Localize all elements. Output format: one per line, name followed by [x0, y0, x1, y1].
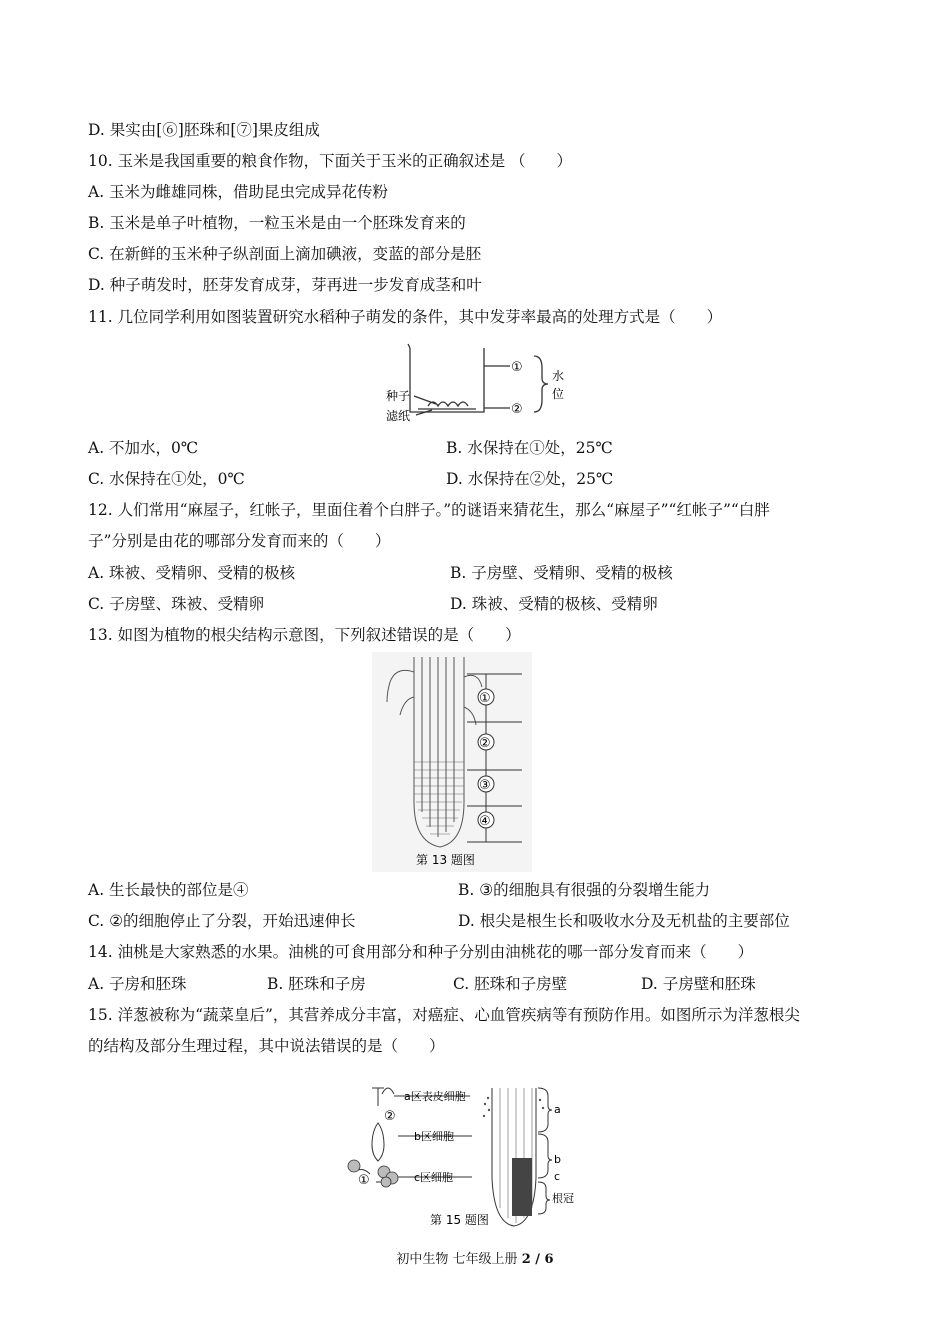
q13-option-a: A. 生长最快的部位是④	[88, 881, 249, 899]
q12-stem-line1: 12. 人们常用“麻屋子，红帐子，里面住着个白胖子。”的谜语来猜花生，那么“麻屋子”“红帐子”“白胖	[88, 501, 770, 519]
q15-step-2: ②	[384, 1109, 396, 1124]
q11-option-b: B. 水保持在①处，25℃	[446, 439, 613, 457]
q13-option-c: C. ②的细胞停止了分裂，开始迅速伸长	[88, 912, 356, 930]
q13-mark-2: ②	[479, 736, 491, 751]
q14-option-a: A. 子房和胚珠	[88, 975, 187, 993]
q11-stem: 11. 几位同学利用如图装置研究水稻种子萌发的条件，其中发芽率最高的处理方式是（ ）	[88, 308, 723, 326]
q12-option-c: C. 子房壁、珠被、受精卵	[88, 595, 265, 613]
q11-option-c: C. 水保持在①处，0℃	[88, 470, 245, 488]
q9-option-d: D. 果实由[⑥]胚珠和[⑦]果皮组成	[88, 121, 320, 139]
q12-option-d: D. 珠被、受精的极核、受精卵	[450, 595, 658, 613]
page-footer	[0, 1248, 950, 1267]
q13-stem: 13. 如图为植物的根尖结构示意图，下列叙述错误的是（ ）	[88, 626, 521, 644]
footer-text: 初中生物 七年级上册	[396, 1252, 522, 1267]
q15-zone-a: a	[554, 1103, 561, 1116]
q10-option-a: A. 玉米为雌雄同株，借助昆虫完成异花传粉	[88, 183, 389, 201]
q15-figure-caption: 第 15 题图	[430, 1213, 489, 1227]
q13-root-tip-figure	[372, 652, 532, 872]
page-number: 2 / 6	[521, 1252, 554, 1267]
q15-label-c-cell: c区细胞	[414, 1171, 454, 1184]
q14-option-c: C. 胚珠和子房壁	[453, 975, 568, 993]
q13-option-b: B. ③的细胞具有很强的分裂增生能力	[458, 881, 711, 899]
q12-stem-line2: 子”分别是由花的哪部分发育而来的（ ）	[88, 532, 391, 550]
q15-stem-line1: 15. 洋葱被称为“蔬菜皇后”，其营养成分丰富，对癌症、心血管疾病等有预防作用。如图所示为洋葱根尖	[88, 1006, 800, 1024]
q11-beaker-figure	[380, 340, 580, 425]
q14-option-b: B. 胚珠和子房	[267, 975, 366, 993]
q15-step-1: ①	[358, 1173, 370, 1188]
q13-mark-3: ③	[479, 778, 491, 793]
q13-figure-caption: 第 13 题图	[416, 853, 475, 867]
q10-stem: 10. 玉米是我国重要的粮食作物，下面关于玉米的正确叙述是 （ ）	[88, 152, 573, 170]
q15-label-b-cell: b区细胞	[414, 1130, 454, 1143]
q11-mark-2: ②	[511, 402, 523, 417]
q13-mark-4: ④	[479, 814, 491, 829]
q11-option-d: D. 水保持在②处，25℃	[446, 470, 614, 488]
q14-option-d: D. 子房壁和胚珠	[641, 975, 756, 993]
q13-option-d: D. 根尖是根生长和吸收水分及无机盐的主要部位	[458, 912, 790, 930]
q11-mark-1: ①	[511, 360, 523, 375]
q12-option-b: B. 子房壁、受精卵、受精的极核	[450, 564, 673, 582]
q15-zone-cap: 根冠	[552, 1192, 574, 1205]
q15-zone-c: c	[554, 1170, 561, 1183]
q10-option-b: B. 玉米是单子叶植物，一粒玉米是由一个胚珠发育来的	[88, 214, 466, 232]
q11-label-paper: 滤纸	[386, 409, 411, 423]
q15-label-a-cell: a区表皮细胞	[404, 1090, 466, 1103]
q14-stem: 14. 油桃是大家熟悉的水果。油桃的可食用部分和种子分别由油桃花的哪一部分发育而来（ ）	[88, 943, 754, 961]
q15-zone-b: b	[554, 1153, 561, 1166]
q11-label-water-2: 位	[552, 387, 565, 401]
q12-option-a: A. 珠被、受精卵、受精的极核	[88, 564, 296, 582]
q11-label-seed: 种子	[386, 389, 411, 403]
q15-onion-root-figure	[342, 1078, 592, 1230]
q13-mark-1: ①	[479, 691, 491, 706]
q11-option-a: A. 不加水，0℃	[88, 439, 199, 457]
q11-label-water-1: 水	[552, 369, 565, 383]
q15-stem-line2: 的结构及部分生理过程，其中说法错误的是（ ）	[88, 1037, 445, 1055]
q10-option-c: C. 在新鲜的玉米种子纵剖面上滴加碘液，变蓝的部分是胚	[88, 245, 482, 263]
q10-option-d: D. 种子萌发时，胚芽发育成芽，芽再进一步发育成茎和叶	[88, 276, 482, 294]
